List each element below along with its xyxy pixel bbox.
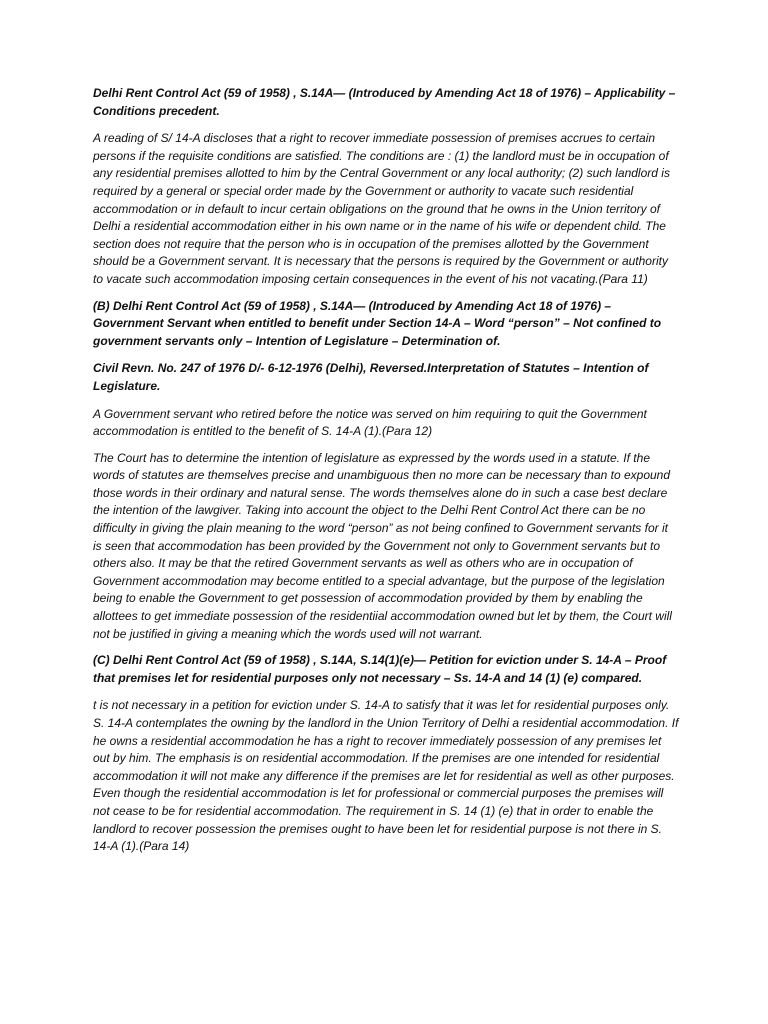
heading-civil-revision: Civil Revn. No. 247 of 1976 D/- 6-12-1976 (Delhi), Reversed.Interpretation of Statutes – Intention of Legislature.: [93, 361, 649, 393]
document-page: [93, 85, 679, 865]
paragraph-retired-servant: A Government servant who retired before the notice was served on him requiring to quit the Government accommodation is entitled to the benefit of S. 14-A (1).(Para 12): [93, 406, 647, 439]
heading-b-government-servant: (B) Delhi Rent Control Act (59 of 1958) , S.14A— (Introduced by Amending Act 18 of 1976) – Government Servant when entitled to benefit under Section 14-A – Word “person” – Not confined to government servants only – Intention of Legislature – Determination of.: [93, 298, 662, 348]
paragraph-residential-purposes: t is not necessary in a petition for eviction under S. 14-A to satisfy that it was let for residential purposes only. S. 14-A contemplates the owning by the landlord in the Union Territory of Delhi a residential accommodation. If he owns a residential accommodation he has a right to recover immediately possession of any premises let out by him. The emphasis is on residential accommodation. If the premises are one intended for residential accommodation it will not make any difference if the premises are let for residential as well as other purposes. Even though the residential accommodation is let for professional or commercial purposes the premises will not cease to be for residential accommodation. The requirement in S. 14 (1) (e) that in order to enable the landlord to recover possession the premises ought to have been let for residential purpose is not there in S. 14-A (1).(Para 14): [93, 698, 679, 854]
paragraph-intention-of-legislature: The Court has to determine the intention of legislature as expressed by the words used in a statute. If the words of statutes are themselves precise and unambiguous then no more can be necessary than to expound those words in their ordinary and natural sense. The words themselves alone do in such a case best declare the intention of the lawgiver. Taking into account the object to the Delhi Rent Control Act there can be no difficulty in giving the plain meaning to the word “person” as not being confined to Government servants for it is seen that accommodation has been provided by the Government not only to Government servants but to others also. It may be that the retired Government servants as well as others who are in occupation of Government accommodation may become entitled to a special advantage, but the purpose of the legislation being to enable the Government to get possession of accommodation provided by them by enabling the allottees to get immediate possession of the residentiial accommodation owned but let by them, the Court will not be justified in giving a meaning which the words used will not warrant.: [93, 450, 672, 641]
heading-c-petition-for-eviction: (C) Delhi Rent Control Act (59 of 1958) , S.14A, S.14(1)(e)— Petition for eviction under S. 14-A – Proof that premises let for residential purposes only not necessary – Ss. 14-A and 14 (1) (e) compared.: [93, 653, 667, 685]
paragraph-conditions: A reading of S/ 14-A discloses that a right to recover immediate possession of premises accrues to certain persons if the requisite conditions are satisfied. The conditions are : (1) the landlord must be in occupation of any residential premises allotted to him by the Central Government or any local authority; (2) such landlord is required by a general or special order made by the Government or authority to vacate such residential accommodation or in default to incur certain obligations on the ground that he owns in the Union territory of Delhi a residential accommodation either in his own name or in the name of his wife or dependent child. The section does not require that the person who is in occupation of the premises allotted by the Government should be a Government servant. It is necessary that the persons is required by the Government or authority to vacate such accommodation imposing certain consequences in the event of his not vacating.(Para 11): [93, 131, 670, 286]
heading-a-applicability: Delhi Rent Control Act (59 of 1958) , S.14A— (Introduced by Amending Act 18 of 1976) – Applicability – Conditions precedent.: [93, 86, 676, 118]
